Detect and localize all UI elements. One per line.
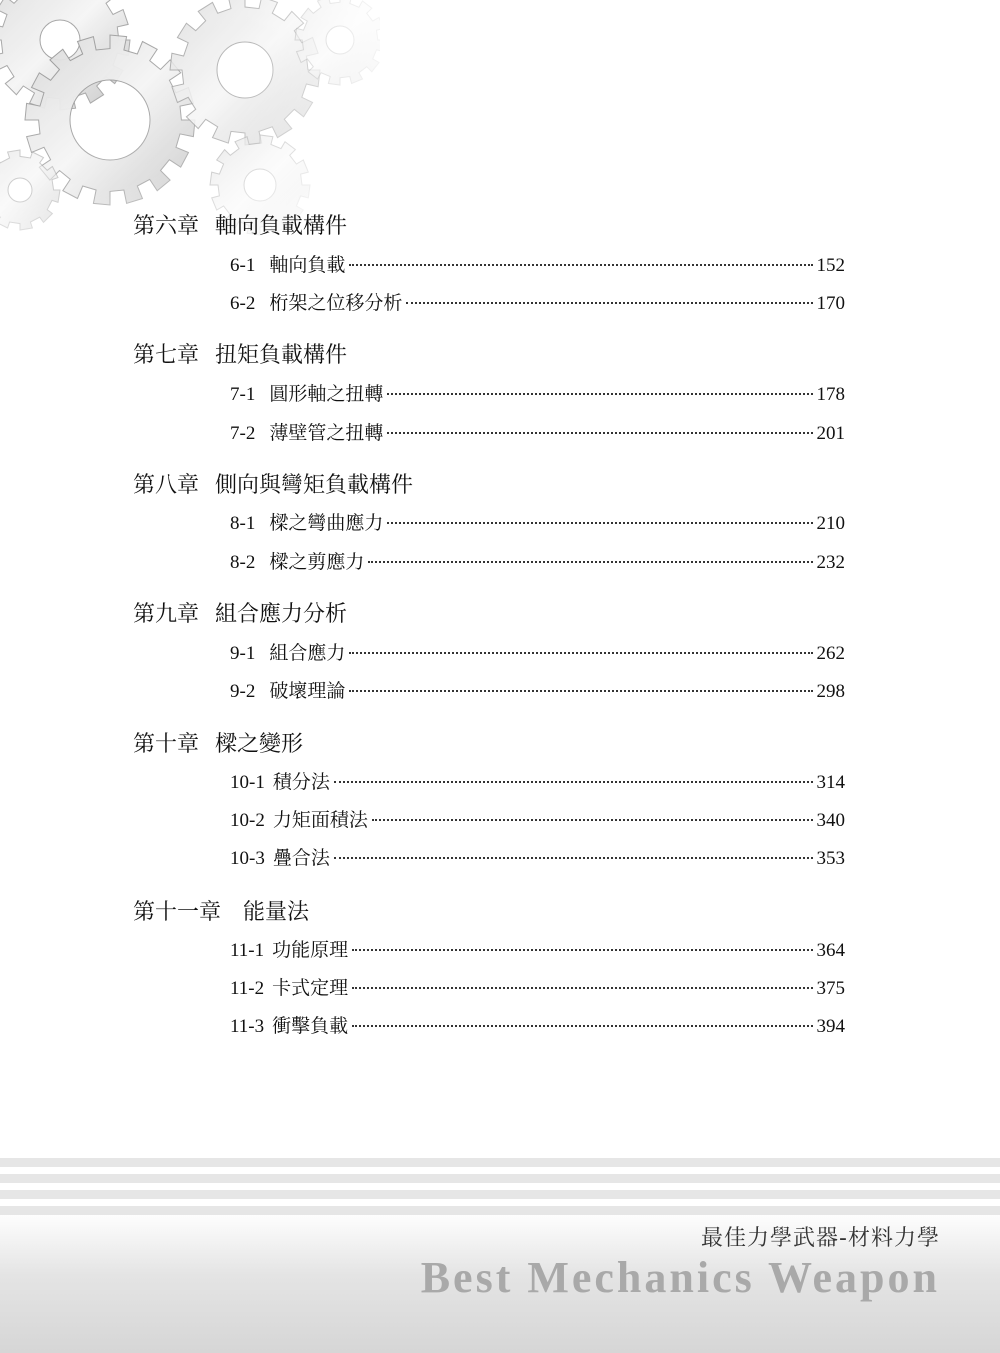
section-title: 圓形軸之扭轉: [269, 384, 384, 405]
section-title: 樑之彎曲應力: [269, 513, 384, 534]
dot-leader: [349, 264, 812, 266]
chapter-name: 軸向負載構件: [215, 213, 348, 238]
chapter-number: 第六章: [133, 213, 200, 238]
page-number: 210: [816, 513, 845, 534]
toc-entry[interactable]: [230, 1014, 845, 1040]
chapter-heading: [133, 898, 309, 926]
page-number: 375: [816, 978, 845, 999]
chapter-heading: [133, 600, 347, 628]
section-number: 7-2: [230, 423, 256, 444]
dot-leader: [349, 652, 812, 654]
chapter-heading: [133, 471, 413, 499]
toc-entry[interactable]: [230, 421, 845, 447]
section-number: 10-2: [230, 810, 265, 831]
page-number: 364: [816, 940, 845, 961]
chapter-name: 扭矩負載構件: [215, 342, 348, 367]
toc-entry[interactable]: [230, 679, 845, 705]
toc-entry[interactable]: [230, 291, 845, 317]
section-title: 疊合法: [272, 848, 330, 869]
section-title: 軸向負載: [269, 255, 346, 276]
section-number: 7-1: [230, 384, 256, 405]
chapter-number: 第七章: [133, 342, 200, 367]
dot-leader: [372, 819, 813, 821]
section-title: 樑之剪應力: [269, 552, 365, 573]
page-number: 298: [816, 681, 845, 702]
chapter-number: 第八章: [133, 472, 200, 497]
chapter-heading: [133, 341, 347, 369]
chapter-heading: [133, 730, 303, 758]
toc-entry[interactable]: [230, 550, 845, 576]
footer-stripe: [0, 1158, 1000, 1167]
footer-stripe: [0, 1174, 1000, 1183]
section-number: 11-2: [230, 978, 265, 999]
page-number: 152: [816, 255, 845, 276]
section-title: 衝擊負載: [272, 1016, 349, 1037]
dot-leader: [406, 302, 812, 304]
page-number: 262: [816, 643, 845, 664]
page-number: 201: [816, 423, 845, 444]
series-title-chinese: 最佳力學武器-材料力學: [701, 1226, 940, 1251]
toc-entry[interactable]: [230, 808, 845, 834]
toc-entry[interactable]: [230, 253, 845, 279]
section-number: 10-1: [230, 772, 265, 793]
dot-leader: [387, 432, 812, 434]
section-number: 8-1: [230, 513, 256, 534]
chapter-number: 第十章: [133, 731, 200, 756]
toc-entry[interactable]: [230, 938, 845, 964]
section-title: 桁架之位移分析: [269, 293, 403, 314]
page-number: 232: [816, 552, 845, 573]
page-number: 178: [816, 384, 845, 405]
toc-entry[interactable]: [230, 641, 845, 667]
section-number: 9-2: [230, 681, 256, 702]
dot-leader: [387, 522, 812, 524]
page-number: 170: [816, 293, 845, 314]
footer-stripe: [0, 1190, 1000, 1199]
dot-leader: [334, 781, 813, 783]
section-number: 6-1: [230, 255, 256, 276]
dot-leader: [334, 857, 813, 859]
section-number: 11-1: [230, 940, 265, 961]
toc-entry[interactable]: [230, 846, 845, 872]
section-number: 6-2: [230, 293, 256, 314]
section-number: 8-2: [230, 552, 256, 573]
page-number: 340: [816, 810, 845, 831]
page-number: 353: [816, 848, 845, 869]
section-number: 9-1: [230, 643, 256, 664]
chapter-name: 側向與彎矩負載構件: [215, 472, 414, 497]
section-title: 薄壁管之扭轉: [269, 423, 384, 444]
dot-leader: [368, 561, 812, 563]
toc-entry[interactable]: [230, 976, 845, 1002]
chapter-name: 能量法: [243, 899, 310, 924]
section-title: 組合應力: [269, 643, 346, 664]
section-title: 功能原理: [272, 940, 349, 961]
toc-entry[interactable]: [230, 382, 845, 408]
dot-leader: [352, 949, 812, 951]
chapter-number: 第九章: [133, 601, 200, 626]
section-number: 10-3: [230, 848, 265, 869]
dot-leader: [349, 690, 812, 692]
chapter-number: 第十一章: [133, 899, 222, 924]
section-title: 卡式定理: [272, 978, 349, 999]
page-number: 314: [816, 772, 845, 793]
section-title: 破壞理論: [269, 681, 346, 702]
footer-stripe: [0, 1206, 1000, 1215]
section-title: 積分法: [272, 772, 330, 793]
chapter-name: 組合應力分析: [215, 601, 348, 626]
series-title-english: Best Mechanics Weapon: [420, 1253, 940, 1302]
chapter-heading: [133, 212, 347, 240]
dot-leader: [387, 393, 812, 395]
dot-leader: [352, 1025, 812, 1027]
page-number: 394: [816, 1016, 845, 1037]
dot-leader: [352, 987, 812, 989]
chapter-name: 樑之變形: [215, 731, 304, 756]
toc-entry[interactable]: [230, 770, 845, 796]
toc-entry[interactable]: [230, 511, 845, 537]
section-number: 11-3: [230, 1016, 265, 1037]
section-title: 力矩面積法: [272, 810, 368, 831]
